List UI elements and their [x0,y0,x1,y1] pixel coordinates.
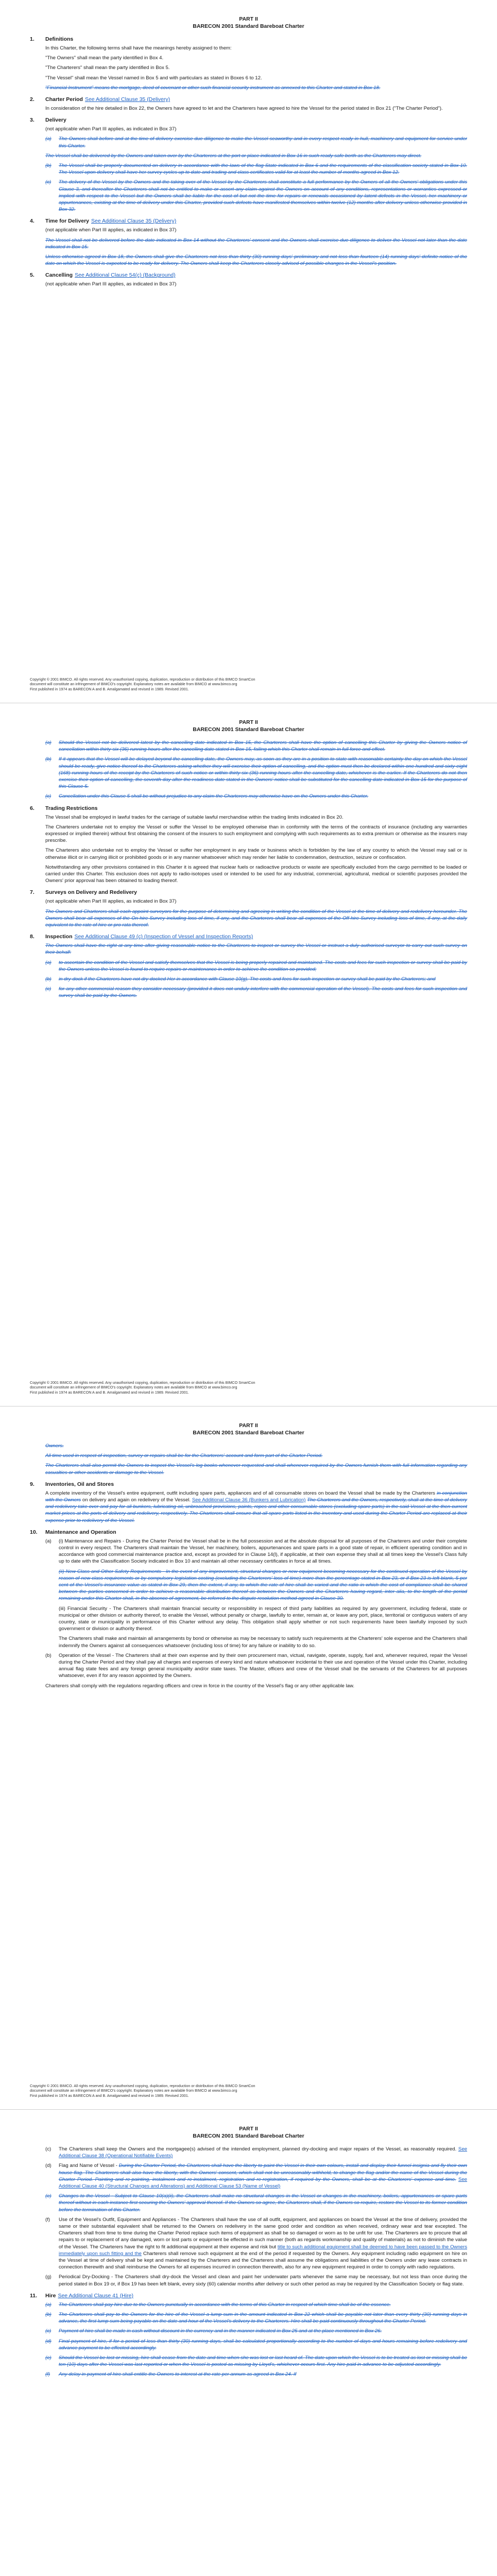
clause-6-heading: 6. Trading Restrictions [30,805,98,811]
clause-11c: (c) Payment of hire shall be made in cash without discount in the currency and in the manner indicated in Box 25 and at the place mentioned in Box 26. [45,2328,382,2334]
clause-11f: (f) Any delay in payment of hire shall entitle the Owners to interest at the rate per annum as agreed in Box 24. If [45,2371,297,2378]
clause-10c: (c) The Charterers shall keep the Owners and the mortgagee(s) advised of the intended employment, planned dry-docking and major repairs of the Vessel, as reasonably required. See Additional Clause 38 (Operational Notifiable Events) [45,2146,467,2159]
clause-6-para-4: Notwithstanding any other provisions contained in this Charter it is agreed that nuclear fuels or radioactive products or waste are specifically excluded from the cargo permitted to be loaded or carried under this Charter. This exclusion does not apply to radio-isotopes used or intended to be used for any industrial, commercial, agricultural, medical or scientific purposes provided the Owners' prior approval has been obtained to loading thereof. [45,864,467,884]
not-applicable-note: (not applicable when Part III applies, as indicated in Box 37) [45,281,177,287]
clause-8-log-books: The Charterers shall also permit the Owners to inspect the Vessel's log books whenever requested and shall whenever required by the Owners furnish them with full information regarding any casualties or other accidents or damage to the Vessel. [45,1463,467,1476]
page-4 [0,2110,497,2576]
charter-title: BARECON 2001 Standard Bareboat Charter [193,2133,304,2139]
see-additional-clause-link[interactable]: See Additional Clause 40 (Structural Changes and Alterations) and Additional Clause 53 (Name of Vessel) [59,2176,468,2190]
clause-2-heading: 2. Charter Period See Additional Clause 35 (Delivery) [30,96,170,103]
page-footer: Copyright © 2001 BIMCO. All rights reserved. Any unauthorised copying, duplication, reproduction or distribution of this BIMCO SmartCon document will constitute an infringement of BIMCO's copyright. Explanatory notes are available from BIMCO at www.bimco.org First published in 1974 as BARECON A and B. Amalgamated and revised in 1989. Revised 2001. [30,2083,255,2098]
charter-period-text: In consideration of the hire detailed in Box 22, the Owners have agreed to let and the Charterers have agreed to hire the Vessel for the period stated in Box 21 ("The Charter Period"). [45,106,443,112]
clause-5-heading: 5. Cancelling See Additional Clause 54(c) (Background) [30,272,176,279]
part-label: PART II [239,719,258,725]
definitions-intro: In this Charter, the following terms shall have the meanings hereby assigned to them: [45,45,232,51]
definition-owners: "The Owners" shall mean the party identified in Box 4. [45,55,164,61]
clause-8b: (b) in dry-dock if the Charterers have not dry-docked Her in accordance with Clause 10(g). The costs and fees for such inspection or survey shall be paid by the Charterers; and [45,976,436,982]
clause-11-heading: 11. Hire See Additional Clause 41 (Hire) [30,2292,133,2299]
page-2 [0,703,497,1406]
charter-title: BARECON 2001 Standard Bareboat Charter [193,726,304,733]
clause-7-heading: 7. Surveys on Delivery and Redelivery [30,889,138,896]
clause-3-heading: 3. Delivery [30,117,66,124]
clause-7-para-1: The Owners and Charterers shall each appoint surveyors for the purpose of determining and agreeing in writing the condition of the Vessel at the time of delivery and redelivery hereunder. The Owners shall bear all expenses of the On-hire Survey including loss of time, if any, and the Charterers shall bear all expenses of the Off-hire Survey including loss of time, if any, at the daily equivalent to the rate of hire or pro rata thereof. [45,908,467,928]
clause-6-para-1: The Vessel shall be employed in lawful trades for the carriage of suitable lawful merchandise within the trading limits indicated in Box 20. [45,814,344,820]
clause-5c: (c) Cancellation under this Clause 5 shall be without prejudice to any claim the Charterers may otherwise have on the Owners under this Charter. [45,793,369,800]
charter-title: BARECON 2001 Standard Bareboat Charter [193,1430,304,1436]
page-header [30,1422,467,1436]
clause-3a: (a) The Owners shall before and at the time of delivery exercise due diligence to make the Vessel seaworthy and in every respect ready in hull, machinery and equipment for service under this Charter. [45,136,467,149]
clause-10b-continued: Charterers shall comply with the regulations regarding officers and crew in force in the country of the Vessel's flag or any other applicable law. [45,1683,354,1689]
charter-title: BARECON 2001 Standard Bareboat Charter [193,23,304,29]
clause-10a-iii-continued: The Charterers shall make and maintain all arrangements by bond or otherwise as may be necessary to satisfy such requirements at the Charterers' sole expense and the Charterers shall indemnify the Owners against all consequences whatsoever (including loss of time) for any failure or inability to do so. [59,1636,467,1649]
clause-8-continued: Owners. [45,1443,64,1449]
clause-3a-continued: The Vessel shall be delivered by the Owners and taken over by the Charterers at the port or place indicated in Box 16 in such ready safe berth as the Charterers may direct. [45,152,422,159]
see-additional-clause-link[interactable]: See Additional Clause 38 (Operational Notifiable Events) [59,2146,467,2159]
page-header [30,2125,467,2140]
see-additional-clause-link[interactable]: See Additional Clause 36 (Bunkers and Lubrication) [192,1497,306,1503]
clause-10e: (e) Changes to the Vessel - Subject to Clause 10(a)(ii), the Charterers shall make no structural changes in the Vessel or changes in the machinery, boilers, appurtenances or spare parts thereof without in each instance first securing the Owners' approval thereof. If the Owners so agree, the Charterers shall, if the Owners so require, restore the Vessel to its former condition before the termination of this Charter. [45,2193,467,2213]
page-1 [0,0,497,703]
see-additional-clause-link[interactable]: See Additional Clause 35 (Delivery) [91,218,177,225]
clause-1-heading [30,36,467,42]
page-footer: Copyright © 2001 BIMCO. All rights reserved. Any unauthorised copying, duplication, reproduction or distribution of this BIMCO SmartCon document will constitute an infringement of BIMCO's copyright. Explanatory notes are available from BIMCO at www.bimco.org First published in 1974 as BARECON A and B. Amalgamated and revised in 1989. Revised 2001. [30,1380,255,1395]
clause-11b: (b) The Charterers shall pay to the Owners for the hire of the Vessel a lump sum in the amount indicated in Box 22 which shall be payable not later than every thirty (30) running days in advance, the first lump sum being payable on the date and hour of the Vessel's delivery to the Charterers. Hire shall be paid continuously throughout the Charter Period. [45,2312,467,2325]
see-additional-clause-link[interactable]: See Additional Clause 41 (Hire) [58,2292,133,2299]
page-3 [0,1406,497,2110]
not-applicable-note: (not applicable when Part III applies, as indicated in Box 37) [45,227,177,233]
part-label: PART II [239,16,258,22]
clause-number: 1. [30,36,35,42]
clause-9-body: A complete inventory of the Vessel's entire equipment, outfit including spare parts, appliances and of all consumable stores on board the Vessel shall be made by the Charterers in conjunction with the Owners on delivery and again on redelivery of the Vessel. See Additional Clause 36 (Bunkers and Lubrication) The Charterers and the Owners, respectively, shall at the time of delivery and redelivery take over and pay for all bunkers, lubricating oil, unbroached provisions, paints, ropes and other consumable stores (excluding spare parts) in the said Vessel at the then current market prices at the ports of delivery and redelivery, respectively. The Charterers shall ensure that all spare parts listed in the inventory and used during the Charter Period are replaced at their expense prior to redelivery of the Vessel. [45,1490,468,1523]
clause-6-para-3: The Charterers also undertake not to employ the Vessel or suffer her employment in any trade or business which is forbidden by the law of any country to which the Vessel may sail or is otherwise illicit or in carrying illicit or prohibited goods or in any manner whatsoever which may render her liable to condemnation, destruction, seizure or confiscation. [45,848,467,860]
definition-vessel: "The Vessel" shall mean the Vessel named in Box 5 and with particulars as stated in Boxes 6 to 12. [45,75,262,81]
part-label: PART II [239,2126,258,2132]
clause-4-para-1: The Vessel shall not be delivered before the date indicated in Box 14 without the Charterers' consent and the Owners shall exercise due diligence to deliver the Vessel not later than the date indicated in Box 15. [45,237,467,250]
clause-title: Definitions [45,36,74,42]
clause-8c: (c) for any other commercial reason they consider necessary (provided it does not unduly interfere with the commercial operation of the Vessel). The costs and fees for such inspection and survey shall be paid by the Owners. [45,986,467,999]
page-header [30,719,467,733]
not-applicable-note: (not applicable when Part III applies, as indicated in Box 37) [45,899,177,905]
page-footer: Copyright © 2001 BIMCO. All rights reserved. Any unauthorised copying, duplication, reproduction or distribution of this BIMCO SmartCon document will constitute an infringement of BIMCO's copyright. Explanatory notes are available from BIMCO at www.bimco.org First published in 1974 as BARECON A and B. Amalgamated and revised in 1989. Revised 2001. [30,676,255,691]
clause-8-para-1: The Owners shall have the right at any time after giving reasonable notice to the Charterers to inspect or survey the Vessel or instruct a duly authorised surveyor to carry out such survey on their behalf: [45,943,467,956]
clause-3c: (c) The delivery of the Vessel by the Owners and the taking over of the Vessel by the Charterers shall constitute a full performance by the Owners of all the Owners' obligations under this Clause 3, and thereafter the Charterers shall not be entitled to make or assert any claim against the Owners on account of any conditions, representations or warranties expressed or implied with respect to the Vessel but the Owners shall be liable for the cost of but not the time for repairs or renewals occasioned by latent defects in the Vessel, her machinery or appurtenances, existing at the time of delivery under this Charter, provided such defects have manifested themselves within twelve (12) months after delivery unless otherwise provided in Box 32. [45,179,467,213]
part-label: PART II [239,1422,258,1429]
clause-10d: (d) Flag and Name of Vessel - During the Charter Period, the Charterers shall have the liberty to paint the Vessel in their own colours, install and display their funnel insignia and fly their own house flag. The Charterers shall also have the liberty, with the Owners' consent, which shall not be unreasonably withheld, to change the flag and/or the name of the Vessel during the Charter Period. Painting and re-painting, instalment and re-instalment, registration and re-registration, if required by the Owners, shall be at the Charterers' expense and time. See Additional Clause 40 (Structural Changes and Alterations) and Additional Clause 53 (Name of Vessel) [45,2163,468,2190]
clause-11e: (e) Should the Vessel be lost or missing, hire shall cease from the date and time when she was lost or last heard of. The date upon which the Vessel is to be treated as lost or missing shall be ten (10) days after the Vessel was last reported or when the Vessel is posted as missing by Lloyd's, whichever occurs first. Any hire paid in advance to be adjusted accordingly. [45,2355,467,2368]
definition-financial-instrument: "Financial Instrument" means the mortgage, deed of covenant or other such financial security instrument as annexed to this Charter and stated in Box 18. [45,84,381,91]
clause-8-time-used: All time used in respect of inspection, survey or repairs shall be for the Charterers' account and form part of the Charter Period. [45,1453,323,1459]
clause-10a-ii: (ii) New Class and Other Safety Requirements - In the event of any improvement, structural changes or new equipment becoming necessary for the continued operation of the Vessel by reason of new class requirements or by compulsory legislation costing (excluding the Charterers' loss of time) more than the percentage stated in Box 23, or if Box 23 is left blank, 5 per cent of the Vessel's insurance value as stated in Box 29, then the extent, if any, to which the rate of hire shall be varied and the ratio in which the cost of compliance shall be shared between the parties concerned in order to achieve a reasonable distribution thereof as between the Owners and the Charterers having regard, inter alia, to the length of the period remaining under this Charter shall, in the absence of agreement, be referred to the dispute resolution method agreed in Clause 30. [59,1568,467,1602]
clause-6-para-2: The Charterers undertake not to employ the Vessel or suffer the Vessel to be employed otherwise than in conformity with the terms of the contracts of insurance (including any warranties expressed or implied therein) without first obtaining the consent of the insurers to such employment and complying with such requirements as to extra premium or otherwise as the insurers may prescribe. [45,824,467,844]
clause-4-heading: 4. Time for Delivery See Additional Clause 35 (Delivery) [30,218,177,225]
clause-10a: (a) (i) Maintenance and Repairs - During the Charter Period the Vessel shall be in the full possession and at the absolute disposal for all purposes of the Charterers and under their complete control in every respect. The Charterers shall maintain the Vessel, her machinery, boilers, appurtenances and spare parts in a good state of repair, in efficient operating condition and in accordance with good commercial maintenance practice and, except as provided for in Clause 14(l), if applicable, at their own expense they shall at all times keep the Vessel's Class fully up to date with the Classification Society indicated in Box 10 and maintain all other necessary certificates in force at all times. [45,1538,467,1565]
definition-charterers: "The Charterers" shall mean the party identified in Box 5. [45,65,170,71]
clause-11d: (d) Final payment of hire, if for a period of less than thirty (30) running days, shall be calculated proportionally according to the number of days and hours remaining before redelivery and advance payment to be effected accordingly. [45,2338,467,2351]
clause-10a-iii: (iii) Financial Security - The Charterers shall maintain financial security or responsibility in respect of third party liabilities as required by any government, including federal, state or municipal or other division or authority thereof, to enable the Vessel, without penalty or charge, lawfully to enter, remain at, or leave any port, place, territorial or contiguous waters of any country, state or municipality in performance of this Charter without any delay. This obligation shall apply whether or not such requirements have been lawfully imposed by such government or division or authority thereof. [59,1605,467,1632]
see-additional-clause-link[interactable]: See Additional Clause 35 (Delivery) [84,96,170,103]
page-header [30,15,467,30]
clause-4-para-2: Unless otherwise agreed in Box 18, the Owners shall give the Charterers not less than thirty (30) running days' preliminary and not less than fourteen (14) running days' definite notice of the date on which the Vessel is expected to be ready for delivery. The Owners shall keep the Charterers closely advised of possible changes in the Vessel's position. [45,254,467,267]
clause-10f: (f) Use of the Vessel's Outfit, Equipment and Appliances - The Charterers shall have the use of all outfit, equipment, and appliances on board the Vessel at the time of delivery, provided the same or their substantial equivalent shall be returned to the Owners on redelivery in the same good order and condition as when received, ordinary wear and tear excepted. The Charterers shall from time to time during the Charter Period replace such items of equipment as shall be so damaged or worn as to be unfit for use. The Charterers are to procure that all repairs to or replacement of any damaged, worn or lost parts or equipment be effected in such manner (both as regards workmanship and quality of materials) as not to diminish the value of the Vessel. The Charterers have the right to fit additional equipment at their expense and risk but title to such additional equipment shall be deemed to have been passed to the Owners immediately upon such fitting and the Charterers shall remove such equipment at the end of the period if requested by the Owners. Any equipment including radio equipment on hire on the Vessel at time of delivery shall be kept and maintained by the Charterers and the Charterers shall assume the obligations and liabilities of the Owners under any lease contracts in connection therewith and shall reimburse the Owners for all expenses incurred in connection therewith, also for any new equipment required in order to comply with radio regulations. [45,2216,468,2270]
see-additional-clause-link[interactable]: See Additional Clause 54(c) (Background) [75,272,176,279]
clause-10b: (b) Operation of the Vessel - The Charterers shall at their own expense and by their own procurement man, victual, navigate, operate, supply, fuel and, whenever required, repair the Vessel during the Charter Period and they shall pay all charges and expenses of every kind and nature whatsoever incidental to their use and operation of the Vessel under this Charter, including annual flag state fees and any foreign general municipality and/or state taxes. The Master, officers and crew of the Vessel shall be the servants of the Charterers for all purposes whatsoever, even if for any reason appointed by the Owners. [45,1652,467,1679]
clause-10g: (g) Periodical Dry-Docking - The Charterers shall dry-dock the Vessel and clean and paint her underwater parts whenever the same may be necessary, but not less than once during the period stated in Box 19 or, if Box 19 has been left blank, every sixty (60) calendar months after delivery or such other period as may be required by the Classification Society or flag state. [45,2274,467,2287]
clause-8a: (a) to ascertain the condition of the Vessel and satisfy themselves that the Vessel is being properly repaired and maintained. The costs and fees for such inspection or survey shall be paid by the Owners unless the Vessel is found to require repairs or maintenance in order to achieve the condition so provided; [45,959,467,972]
clause-8-heading: 8. Inspection See Additional Clause 49 (c) (Inspection of Vessel and Inspection Reports) [30,934,253,940]
clause-3b: (b) The Vessel shall be properly documented on delivery in accordance with the laws of the flag State indicated in Box 6 and the requirements of the classification society stated in Box 10. The Vessel upon delivery shall have her survey cycles up to date and trading and class certificates valid for at least the number of months agreed in Box 12. [45,163,467,176]
not-applicable-note: (not applicable when Part III applies, as indicated in Box 37) [45,126,177,132]
see-additional-clause-link[interactable]: See Additional Clause 49 (c) (Inspection of Vessel and Inspection Reports) [74,934,253,940]
clause-5b: (b) If it appears that the Vessel will be delayed beyond the cancelling date, the Owners may, as soon as they are in a position to state with reasonable certainty the day on which the Vessel should be ready, give notice thereof to the Charterers asking whether they will exercise their option of cancelling, and the option must then be declared within one hundred and sixty-eight (168) running hours of the receipt by the Charterers of such notice or within thirty-six (36) running hours after the cancelling date, whichever is the earlier. If the Charterers do not then exercise their option of cancelling, the seventh day after the readiness date stated in the Owners' notice shall be substituted for the cancelling date indicated in Box 15 for the purpose of this Clause 5. [45,756,467,790]
clause-11a: (a) The Charterers shall pay hire due to the Owners punctually in accordance with the terms of this Charter in respect of which time shall be of the essence. [45,2301,391,2308]
clause-10-heading: 10. Maintenance and Operation [30,1529,116,1535]
clause-9-heading: 9. Inventories, Oil and Stores [30,1481,114,1487]
clause-5a: (a) Should the Vessel not be delivered latest by the cancelling date indicated in Box 15, the Charterers shall have the option of cancelling this Charter by giving the Owners notice of cancellation within thirty-six (36) running hours after the cancelling date stated in Box 15, failing which this Charter shall remain in full force and effect. [45,740,467,753]
